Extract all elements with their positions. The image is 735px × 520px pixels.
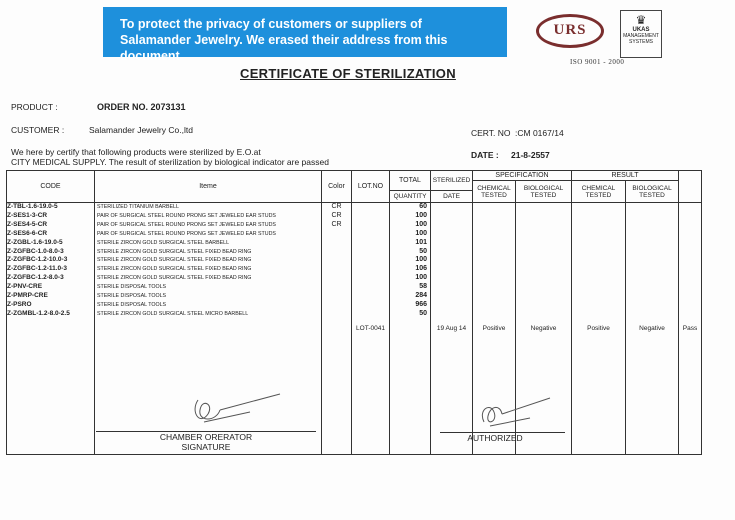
table-row-code: Z-ZGBL-1.6-19.0-5 <box>7 238 63 246</box>
product-value: ORDER NO. 2073131 <box>97 102 186 112</box>
code-column <box>7 203 95 455</box>
statement-line-1: We here by certify that following products were sterilized by E.O.at <box>11 147 261 157</box>
color-column <box>322 203 352 455</box>
date-label: DATE : <box>471 150 499 160</box>
table-row-item: PAIR OF SURGICAL STEEL ROUND PRONG SET JEWELED EAR STUDS <box>97 221 276 228</box>
header-result-chemical: CHEMICAL TESTED <box>572 181 626 203</box>
urs-logo: URS <box>536 14 604 48</box>
header-date: DATE <box>431 191 473 203</box>
table-row-code: Z-SES6-6-CR <box>7 229 48 237</box>
table-row-item: PAIR OF SURGICAL STEEL ROUND PRONG SET JEWELED EAR STUDS <box>97 212 276 219</box>
operator-caption <box>96 432 316 452</box>
header-final-blank <box>679 171 702 203</box>
table-row-color: CR <box>331 203 342 210</box>
table-row-qty: 101 <box>415 238 427 246</box>
table-row-qty: 50 <box>419 247 427 255</box>
authorized-caption: AUTHORIZED <box>467 433 523 443</box>
table-row-qty: 60 <box>419 203 427 210</box>
table-row-color: CR <box>331 220 342 228</box>
table-row-code: Z-TBL-1.6-19.0-5 <box>7 203 58 210</box>
sterilization-table <box>6 170 702 455</box>
header-total: TOTAL <box>390 171 431 191</box>
table-row-code: Z-PSRO <box>7 300 32 308</box>
result-chemical-cell: Positive <box>572 203 626 455</box>
header-specification: SPECIFICATION <box>473 171 572 181</box>
header-lot: LOT.NO <box>352 171 390 203</box>
table-row-qty: 966 <box>415 300 427 308</box>
quantity-column <box>390 203 431 455</box>
table-row-code: Z-PNV-CRE <box>7 283 43 291</box>
table-row-qty: 100 <box>415 274 427 282</box>
operator-caption-line-1: CHAMBER ORERATOR <box>159 432 253 442</box>
table-row-code: Z-SES4-5-CR <box>7 220 48 228</box>
customer-value: Salamander Jewelry Co.,ltd <box>89 125 193 135</box>
result-biological-cell: Negative <box>626 203 679 455</box>
header-sterilized: STERILIZED <box>431 171 473 191</box>
table-row-item: STERILE ZIRCON GOLD SURGICAL STEEL MICRO BARBELL <box>97 310 249 317</box>
table-row-code: Z-ZGFBC-1.0-8.0-3 <box>7 247 64 255</box>
page-title: CERTIFICATE OF STERILIZATION <box>240 66 456 81</box>
table-row-qty: 100 <box>415 220 427 228</box>
sterilized-date-cell: 19 Aug 14 <box>431 203 473 455</box>
table-row-qty: 50 <box>419 309 427 317</box>
table-row-item: STERILE ZIRCON GOLD SURGICAL STEEL FIXED BEAD RING <box>97 257 252 264</box>
table-row-item: PAIR OF SURGICAL STEEL ROUND PRONG SET JEWELED EAR STUDS <box>97 230 276 237</box>
table-row-qty: 284 <box>415 292 427 300</box>
table-row-item: STERILE ZIRCON GOLD SURGICAL STEEL BARBELL <box>97 239 230 246</box>
table-row-code: Z-PMRP-CRE <box>7 292 48 300</box>
cert-no-label: CERT. NO <box>471 128 511 138</box>
table-row-code: Z-SES1-3-CR <box>7 211 48 219</box>
table-row-color: CR <box>331 211 342 219</box>
table-row-qty: 58 <box>419 283 427 291</box>
table-row-item: STERILE ZIRCON GOLD SURGICAL STEEL FIXED BEAD RING <box>97 275 252 282</box>
table-row-item: STERILE DISPOSAL TOOLS <box>97 284 167 291</box>
certification-logos <box>530 6 670 64</box>
customer-label: CUSTOMER : <box>11 125 65 135</box>
operator-caption-line-2: SIGNATURE <box>181 442 231 452</box>
authorized-signature <box>470 396 560 432</box>
table-row-code: Z-ZGMBL-1.2-8.0-2.5 <box>7 309 70 317</box>
header-result: RESULT <box>572 171 679 181</box>
final-result-cell: Pass <box>679 203 702 455</box>
privacy-notice-line-1: To protect the privacy of customers or suppliers of <box>120 17 422 31</box>
operator-signature <box>180 392 290 432</box>
table-row-code: Z-ZGFBC-1.2-11.0-3 <box>7 265 67 273</box>
table-row-item: STERILE DISPOSAL TOOLS <box>97 301 167 308</box>
table-row-item: STERILIZED TITANIUM BARBELL <box>97 204 179 210</box>
header-item: Iteme <box>95 171 322 203</box>
table-row-item: STERILE ZIRCON GOLD SURGICAL STEEL FIXED BEAD RING <box>97 248 252 255</box>
privacy-notice-line-2: Salamander Jewelry. We erased their address from this document <box>120 33 448 63</box>
header-spec-biological: BIOLOGICAL TESTED <box>516 181 572 203</box>
header-code: CODE <box>7 171 95 203</box>
table-row-qty: 100 <box>415 256 427 264</box>
iso-label: ISO 9001 - 2000 <box>570 58 625 66</box>
cert-no-value: :CM 0167/14 <box>515 128 564 138</box>
header-result-biological: BIOLOGICAL TESTED <box>626 181 679 203</box>
table-row-item: STERILE DISPOSAL TOOLS <box>97 293 167 300</box>
spec-biological-cell: Negative <box>516 203 572 455</box>
header-spec-chemical: CHEMICAL TESTED <box>473 181 516 203</box>
table-row-code: Z-ZGFBC-1.2-8.0-3 <box>7 274 64 282</box>
table-row-qty: 100 <box>415 211 427 219</box>
header-quantity: QUANTITY <box>390 191 431 203</box>
spec-chemical-cell: Positive <box>473 203 516 455</box>
header-color: Color <box>322 171 352 203</box>
crown-icon: ♛ <box>635 13 647 27</box>
date-value: 21-8-2557 <box>511 150 550 160</box>
product-label: PRODUCT : <box>11 102 58 112</box>
table-row-qty: 100 <box>415 229 427 237</box>
statement-line-2: CITY MEDICAL SUPPLY. The result of sterilization by biological indicator are passed <box>11 157 329 167</box>
privacy-notice-banner <box>103 7 507 63</box>
lot-no-cell: LOT-0041 <box>352 203 390 455</box>
table-row-item: STERILE ZIRCON GOLD SURGICAL STEEL FIXED BEAD RING <box>97 266 252 273</box>
ukas-logo: ♛ UKAS MANAGEMENT SYSTEMS <box>620 10 662 58</box>
table-row-code: Z-ZGFBC-1.2-10.0-3 <box>7 256 68 264</box>
table-row-qty: 106 <box>415 265 427 273</box>
